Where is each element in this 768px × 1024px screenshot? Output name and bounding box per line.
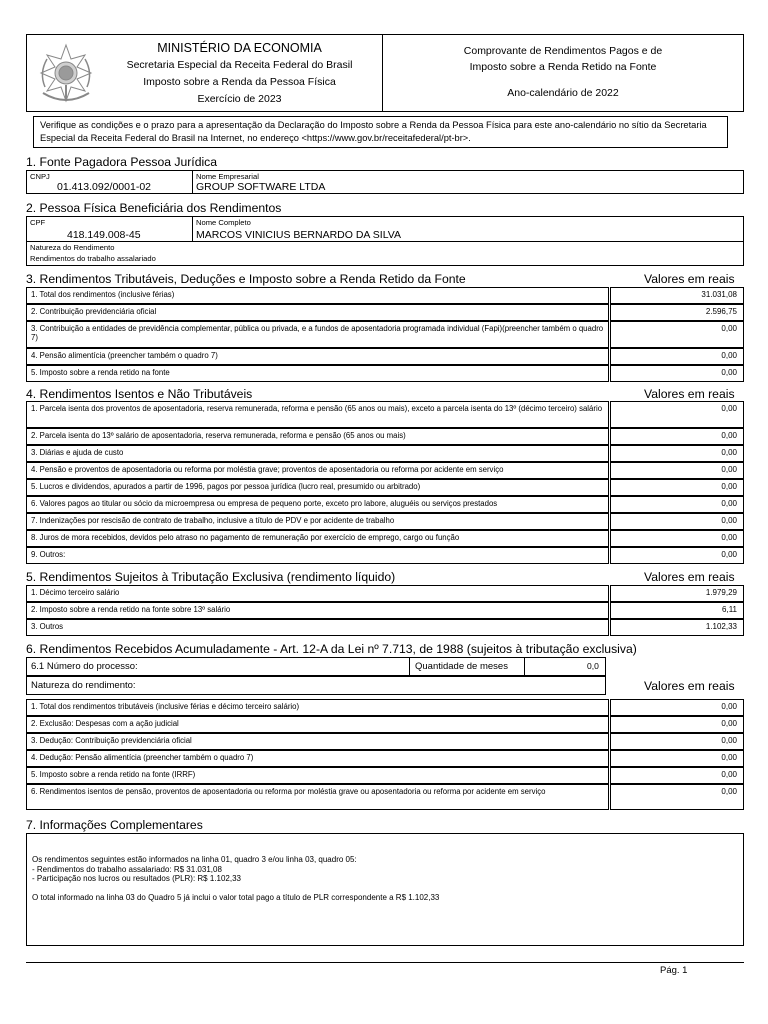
section-4-header — [26, 387, 744, 402]
table-row: 9. Outros: 0,00 — [26, 547, 744, 564]
company-name-label: Nome Empresarial — [196, 172, 259, 181]
months-label: Quantidade de meses — [415, 661, 508, 672]
table-row: 2. Exclusão: Despesas com a ação judicial 0,00 — [26, 716, 744, 733]
notice-box: Verifique as condições e o prazo para a apresentação da Declaração do Imposto sobre a Renda da Pessoa Física para este ano-calendário no sítio da Secretaria Especial da Receita Federal do Brasil na Internet, no endereço <https://www.gov.br/receitafederal/pt-br>. — [33, 116, 728, 148]
header-left — [27, 35, 383, 111]
cnpj-label: CNPJ — [30, 172, 50, 181]
info-line: Os rendimentos seguintes estão informados na linha 01, quadro 3 e/ou linha 03, quadro 05: — [32, 855, 357, 864]
table-row: 4. Dedução: Pensão alimentícia (preencher também o quadro 7) 0,00 — [26, 750, 744, 767]
table-row: 6. Valores pagos ao titular ou sócio da microempresa ou empresa de pequeno porte, exceto pro labore, aluguéis ou serviços prestados 0,00 — [26, 496, 744, 513]
table-row: 3. Dedução: Contribuição previdenciária oficial 0,00 — [26, 733, 744, 750]
nature-value: Rendimentos do trabalho assalariado — [30, 254, 156, 263]
section-3-header — [26, 272, 744, 287]
secretariat-title: Secretaria Especial da Receita Federal do Brasil — [126, 59, 353, 71]
person-name-value: MARCOS VINICIUS BERNARDO DA SILVA — [196, 229, 401, 241]
doc-title-line-1: Comprovante de Rendimentos Pagos e de — [463, 45, 663, 57]
table-row: 1. Parcela isenta dos proventos de aposentadoria, reserva remunerada, reforma e pensão (65 anos ou mais), exceto a parcela isenta do 13º (décimo terceiro) salário 0,00 — [26, 401, 744, 428]
cnpj-value: 01.413.092/0001-02 — [57, 181, 152, 193]
divider — [524, 657, 525, 676]
section-7-title: 7. Informações Complementares — [26, 818, 203, 832]
document-header — [26, 34, 744, 112]
income-nature-cell — [26, 676, 606, 695]
table-row: 6. Rendimentos isentos de pensão, proventos de aposentadoria ou reforma por moléstia grave ou aposentadoria ou reforma por acidente em serviço 0,00 — [26, 784, 744, 810]
complementary-info-box — [26, 833, 744, 946]
section-2-title: 2. Pessoa Física Beneficiária dos Rendimentos — [26, 201, 282, 215]
header-right — [383, 35, 743, 111]
cpf-cell — [26, 216, 193, 242]
info-line: - Rendimentos do trabalho assalariado: R$ 31.031,08 — [32, 864, 222, 874]
nature-label: Natureza do Rendimento — [30, 243, 115, 252]
table-row: 3. Diárias e ajuda de custo 0,00 — [26, 445, 744, 462]
table-row: 1. Total dos rendimentos (inclusive férias) 31.031,08 — [26, 287, 744, 304]
table-row: 5. Imposto sobre a renda retido na fonte (IRRF) 0,00 — [26, 767, 744, 784]
divider — [409, 657, 410, 676]
footer-divider — [26, 962, 744, 963]
table-row: 5. Imposto sobre a renda retido na fonte 0,00 — [26, 365, 744, 382]
company-name-value: GROUP SOFTWARE LTDA — [196, 181, 326, 193]
table-row: 4. Pensão alimentícia (preencher também o quadro 7) 0,00 — [26, 348, 744, 365]
cpf-value: 418.149.008-45 — [67, 229, 141, 241]
months-value: 0,0 — [587, 661, 599, 671]
income-nature-label: Natureza do rendimento: — [31, 680, 136, 691]
info-line: - Participação nos lucros ou resultados (PLR): R$ 1.102,33 — [32, 874, 241, 883]
exercise-year: Exercício de 2023 — [197, 93, 282, 105]
person-name-label: Nome Completo — [196, 218, 251, 227]
calendar-year: Ano-calendário de 2022 — [507, 87, 619, 99]
table-row: 2. Imposto sobre a renda retido na fonte sobre 13º salário 6,11 — [26, 602, 744, 619]
values-label: Valores em reais — [644, 679, 735, 693]
cpf-label: CPF — [30, 218, 46, 227]
process-number-label: 6.1 Número do processo: — [31, 661, 138, 672]
table-row: 3. Outros 1.102,33 — [26, 619, 744, 636]
info-line: O total informado na linha 03 do Quadro 5 já inclui o valor total pago a título de PLR correspondente a R$ 1.102,33 — [32, 892, 440, 902]
section-5-header — [26, 570, 744, 585]
section-2-box — [26, 216, 744, 266]
section-4-title: 4. Rendimentos Isentos e Não Tributáveis — [26, 387, 253, 401]
table-row: 8. Juros de mora recebidos, devidos pelo atraso no pagamento de remuneração por exercício de emprego, cargo ou função 0,00 — [26, 530, 744, 547]
header-left-text — [97, 40, 382, 108]
values-label: Valores em reais — [644, 387, 735, 401]
table-row: 1. Total dos rendimentos tributáveis (inclusive férias e décimo terceiro salário) 0,00 — [26, 699, 744, 716]
table-row: 2. Contribuição previdenciária oficial 2.596,75 — [26, 304, 744, 321]
coat-of-arms-icon — [35, 41, 97, 107]
table-row: 7. Indenizações por rescisão de contrato de trabalho, inclusive a título de PDV e por acidente de trabalho 0,00 — [26, 513, 744, 530]
cnpj-cell — [26, 170, 193, 194]
table-row: 4. Pensão e proventos de aposentadoria ou reforma por moléstia grave; proventos de aposentadoria ou reforma por acidente em serviço 0,00 — [26, 462, 744, 479]
section-5-title: 5. Rendimentos Sujeitos à Tributação Exclusiva (rendimento líquido) — [26, 570, 396, 584]
section-3-title: 3. Rendimentos Tributáveis, Deduções e Imposto sobre a Renda Retido da Fonte — [26, 272, 466, 286]
table-row: 2. Parcela isenta do 13º salário de aposentadoria, reserva remunerada, reforma e pensão (65 anos ou mais) 0,00 — [26, 428, 744, 445]
page-number: Pág. 1 — [660, 965, 688, 976]
values-label: Valores em reais — [644, 570, 735, 584]
section-1-title: 1. Fonte Pagadora Pessoa Jurídica — [26, 155, 218, 169]
table-row: 1. Décimo terceiro salário 1.979,29 — [26, 585, 744, 602]
section-1-box — [26, 170, 744, 194]
tax-title: Imposto sobre a Renda da Pessoa Física — [143, 76, 336, 88]
doc-title-line-2: Imposto sobre a Renda Retido na Fonte — [469, 61, 657, 73]
values-label: Valores em reais — [644, 272, 735, 286]
process-number-cell — [26, 657, 606, 676]
divider — [26, 241, 744, 242]
section-6-title: 6. Rendimentos Recebidos Acumuladamente - Art. 12-A da Lei nº 7.713, de 1988 (sujeitos à tributação exclusiva) — [26, 642, 637, 656]
ministry-title: MINISTÉRIO DA ECONOMIA — [157, 41, 322, 55]
table-row: 5. Lucros e dividendos, apurados a partir de 1996, pagos por pessoa jurídica (lucro real, presumido ou arbitrado) 0,00 — [26, 479, 744, 496]
table-row: 3. Contribuição a entidades de previdência complementar, pública ou privada, e a fundos de aposentadoria programada individual (Fapi)(preencher também o quadro 7) 0,00 — [26, 321, 744, 348]
